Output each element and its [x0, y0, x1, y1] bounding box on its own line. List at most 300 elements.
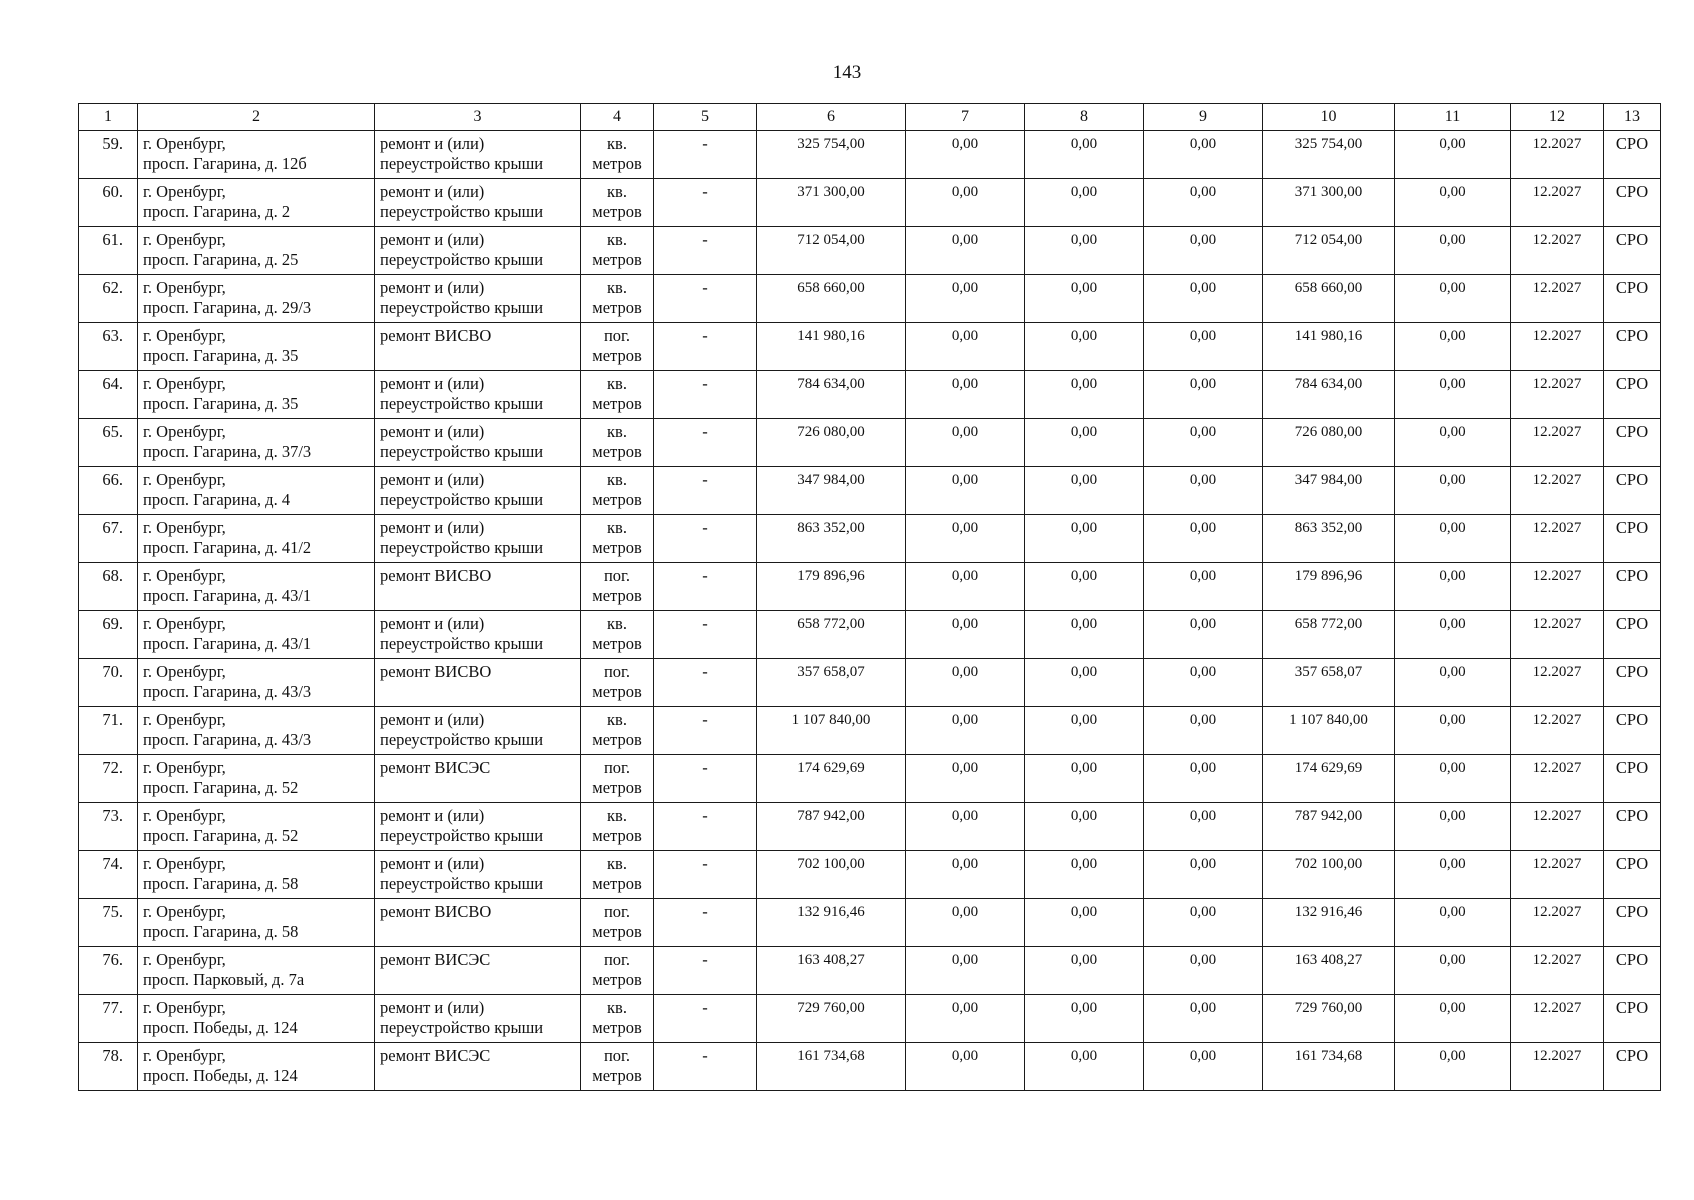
deadline-cell: 12.2027: [1511, 947, 1604, 995]
work-type-line-1: ремонт и (или): [380, 710, 485, 729]
row-number-cell: 64.: [79, 371, 138, 419]
volume-cell: -: [654, 227, 757, 275]
deadline-cell: 12.2027: [1511, 659, 1604, 707]
table-row: [79, 419, 1661, 467]
address-street: просп. Гагарина, д. 58: [143, 922, 299, 941]
fund-cell-11: 0,00: [1395, 419, 1511, 467]
fund-cell-9: 0,00: [1144, 755, 1263, 803]
owner-funds-cell: 787 942,00: [1263, 803, 1395, 851]
fund-cell-9: 0,00: [1144, 179, 1263, 227]
fund-cell-11: 0,00: [1395, 755, 1511, 803]
address-cell: [138, 851, 375, 899]
table-row: [79, 131, 1661, 179]
unit-line-1: пог.: [603, 902, 631, 921]
deadline-cell: 12.2027: [1511, 515, 1604, 563]
total-cost-cell: 371 300,00: [757, 179, 906, 227]
unit-cell: [581, 803, 654, 851]
unit-cell: [581, 995, 654, 1043]
address-street: просп. Гагарина, д. 58: [143, 874, 299, 893]
executor-cell: СРО: [1604, 563, 1661, 611]
unit-cell: [581, 1043, 654, 1091]
work-type-line-1: ремонт и (или): [380, 182, 485, 201]
fund-cell-7: 0,00: [906, 467, 1025, 515]
address-street: просп. Гагарина, д. 35: [143, 394, 299, 413]
fund-cell-11: 0,00: [1395, 467, 1511, 515]
owner-funds-cell: 357 658,07: [1263, 659, 1395, 707]
unit-line-1: пог.: [603, 1046, 631, 1065]
page-number: 143: [832, 62, 862, 83]
unit-line-2: метров: [592, 826, 642, 845]
table-row: [79, 563, 1661, 611]
work-type-line-1: ремонт и (или): [380, 998, 485, 1017]
address-street: просп. Гагарина, д. 4: [143, 490, 291, 509]
column-header-11: 11: [1395, 104, 1511, 131]
address-street: просп. Гагарина, д. 52: [143, 826, 299, 845]
work-type-line-1: ремонт и (или): [380, 230, 485, 249]
fund-cell-11: 0,00: [1395, 371, 1511, 419]
table-row: [79, 707, 1661, 755]
unit-cell: [581, 755, 654, 803]
fund-cell-7: 0,00: [906, 707, 1025, 755]
unit-line-2: метров: [592, 250, 642, 269]
volume-cell: -: [654, 1043, 757, 1091]
executor-cell: СРО: [1604, 131, 1661, 179]
row-number-cell: 73.: [79, 803, 138, 851]
work-type-line-1: ремонт и (или): [380, 278, 485, 297]
deadline-cell: 12.2027: [1511, 467, 1604, 515]
unit-line-2: метров: [592, 490, 642, 509]
total-cost-cell: 712 054,00: [757, 227, 906, 275]
unit-line-1: кв.: [607, 134, 627, 153]
header-row: [79, 104, 1661, 131]
row-number-cell: 75.: [79, 899, 138, 947]
row-number-cell: 72.: [79, 755, 138, 803]
fund-cell-7: 0,00: [906, 755, 1025, 803]
unit-line-1: пог.: [603, 326, 631, 345]
owner-funds-cell: 174 629,69: [1263, 755, 1395, 803]
owner-funds-cell: 141 980,16: [1263, 323, 1395, 371]
fund-cell-11: 0,00: [1395, 563, 1511, 611]
deadline-cell: 12.2027: [1511, 227, 1604, 275]
executor-cell: СРО: [1604, 371, 1661, 419]
work-type-cell: [375, 707, 581, 755]
work-type-cell: [375, 563, 581, 611]
fund-cell-8: 0,00: [1025, 707, 1144, 755]
column-header-13: 13: [1604, 104, 1661, 131]
address-street: просп. Гагарина, д. 12б: [143, 154, 307, 173]
executor-cell: СРО: [1604, 275, 1661, 323]
owner-funds-cell: 179 896,96: [1263, 563, 1395, 611]
executor-cell: СРО: [1604, 659, 1661, 707]
address-street: просп. Гагарина, д. 52: [143, 778, 299, 797]
unit-cell: [581, 947, 654, 995]
address-cell: [138, 323, 375, 371]
address-cell: [138, 611, 375, 659]
unit-line-2: метров: [592, 970, 642, 989]
owner-funds-cell: 863 352,00: [1263, 515, 1395, 563]
unit-line-1: кв.: [607, 422, 627, 441]
address-street: просп. Гагарина, д. 2: [143, 202, 291, 221]
unit-line-2: метров: [592, 394, 642, 413]
total-cost-cell: 729 760,00: [757, 995, 906, 1043]
unit-line-2: метров: [592, 202, 642, 221]
fund-cell-9: 0,00: [1144, 899, 1263, 947]
row-number-cell: 76.: [79, 947, 138, 995]
fund-cell-8: 0,00: [1025, 803, 1144, 851]
fund-cell-8: 0,00: [1025, 995, 1144, 1043]
fund-cell-9: 0,00: [1144, 803, 1263, 851]
work-type-line-2: переустройство крыши: [380, 490, 544, 509]
address-street: просп. Гагарина, д. 35: [143, 346, 299, 365]
address-street: просп. Гагарина, д. 43/1: [143, 586, 312, 605]
unit-line-2: метров: [592, 634, 642, 653]
fund-cell-8: 0,00: [1025, 275, 1144, 323]
volume-cell: -: [654, 611, 757, 659]
executor-cell: СРО: [1604, 947, 1661, 995]
fund-cell-9: 0,00: [1144, 227, 1263, 275]
unit-line-1: кв.: [607, 806, 627, 825]
row-number-cell: 78.: [79, 1043, 138, 1091]
address-city: г. Оренбург,: [143, 614, 226, 633]
work-type-line-2: переустройство крыши: [380, 538, 544, 557]
address-city: г. Оренбург,: [143, 950, 226, 969]
address-street: просп. Гагарина, д. 41/2: [143, 538, 312, 557]
volume-cell: -: [654, 707, 757, 755]
fund-cell-8: 0,00: [1025, 755, 1144, 803]
unit-line-2: метров: [592, 1066, 642, 1085]
total-cost-cell: 658 660,00: [757, 275, 906, 323]
fund-cell-9: 0,00: [1144, 707, 1263, 755]
work-type-cell: [375, 947, 581, 995]
address-city: г. Оренбург,: [143, 710, 226, 729]
work-type-cell: [375, 131, 581, 179]
column-header-2: 2: [138, 104, 375, 131]
fund-cell-11: 0,00: [1395, 899, 1511, 947]
unit-line-1: пог.: [603, 950, 631, 969]
table-row: [79, 227, 1661, 275]
owner-funds-cell: 325 754,00: [1263, 131, 1395, 179]
fund-cell-7: 0,00: [906, 227, 1025, 275]
volume-cell: -: [654, 659, 757, 707]
fund-cell-8: 0,00: [1025, 1043, 1144, 1091]
fund-cell-7: 0,00: [906, 659, 1025, 707]
executor-cell: СРО: [1604, 419, 1661, 467]
address-street: просп. Парковый, д. 7а: [143, 970, 305, 989]
fund-cell-11: 0,00: [1395, 179, 1511, 227]
owner-funds-cell: 712 054,00: [1263, 227, 1395, 275]
address-cell: [138, 515, 375, 563]
volume-cell: -: [654, 275, 757, 323]
fund-cell-11: 0,00: [1395, 611, 1511, 659]
unit-cell: [581, 899, 654, 947]
work-type-line-1: ремонт ВИСЭС: [380, 950, 491, 969]
executor-cell: СРО: [1604, 1043, 1661, 1091]
fund-cell-7: 0,00: [906, 323, 1025, 371]
fund-cell-9: 0,00: [1144, 131, 1263, 179]
fund-cell-11: 0,00: [1395, 275, 1511, 323]
work-type-line-2: переустройство крыши: [380, 874, 544, 893]
deadline-cell: 12.2027: [1511, 611, 1604, 659]
work-type-line-1: ремонт и (или): [380, 470, 485, 489]
unit-line-2: метров: [592, 874, 642, 893]
work-type-cell: [375, 611, 581, 659]
work-type-cell: [375, 755, 581, 803]
row-number-cell: 68.: [79, 563, 138, 611]
deadline-cell: 12.2027: [1511, 179, 1604, 227]
address-street: просп. Гагарина, д. 29/3: [143, 298, 312, 317]
fund-cell-7: 0,00: [906, 899, 1025, 947]
fund-cell-8: 0,00: [1025, 659, 1144, 707]
volume-cell: -: [654, 851, 757, 899]
address-cell: [138, 1043, 375, 1091]
address-city: г. Оренбург,: [143, 662, 226, 681]
owner-funds-cell: 1 107 840,00: [1263, 707, 1395, 755]
unit-line-1: кв.: [607, 470, 627, 489]
address-city: г. Оренбург,: [143, 518, 226, 537]
unit-cell: [581, 611, 654, 659]
deadline-cell: 12.2027: [1511, 899, 1604, 947]
unit-line-2: метров: [592, 682, 642, 701]
address-cell: [138, 899, 375, 947]
fund-cell-8: 0,00: [1025, 515, 1144, 563]
fund-cell-11: 0,00: [1395, 659, 1511, 707]
fund-cell-11: 0,00: [1395, 947, 1511, 995]
total-cost-cell: 161 734,68: [757, 1043, 906, 1091]
deadline-cell: 12.2027: [1511, 995, 1604, 1043]
deadline-cell: 12.2027: [1511, 707, 1604, 755]
address-city: г. Оренбург,: [143, 902, 226, 921]
deadline-cell: 12.2027: [1511, 755, 1604, 803]
work-type-line-2: переустройство крыши: [380, 442, 544, 461]
address-cell: [138, 131, 375, 179]
address-cell: [138, 467, 375, 515]
volume-cell: -: [654, 899, 757, 947]
volume-cell: -: [654, 467, 757, 515]
fund-cell-8: 0,00: [1025, 899, 1144, 947]
fund-cell-9: 0,00: [1144, 371, 1263, 419]
work-type-cell: [375, 179, 581, 227]
deadline-cell: 12.2027: [1511, 851, 1604, 899]
row-number-cell: 74.: [79, 851, 138, 899]
column-header-6: 6: [757, 104, 906, 131]
address-street: просп. Гагарина, д. 43/3: [143, 730, 312, 749]
executor-cell: СРО: [1604, 515, 1661, 563]
table-body: [79, 131, 1661, 1091]
work-type-cell: [375, 659, 581, 707]
work-type-line-1: ремонт ВИСВО: [380, 662, 492, 681]
executor-cell: СРО: [1604, 755, 1661, 803]
total-cost-cell: 357 658,07: [757, 659, 906, 707]
fund-cell-9: 0,00: [1144, 419, 1263, 467]
work-type-cell: [375, 371, 581, 419]
fund-cell-7: 0,00: [906, 563, 1025, 611]
table-row: [79, 803, 1661, 851]
unit-line-2: метров: [592, 778, 642, 797]
column-header-12: 12: [1511, 104, 1604, 131]
row-number-cell: 61.: [79, 227, 138, 275]
column-header-8: 8: [1025, 104, 1144, 131]
work-type-line-2: переустройство крыши: [380, 1018, 544, 1037]
address-cell: [138, 563, 375, 611]
row-number-cell: 77.: [79, 995, 138, 1043]
fund-cell-8: 0,00: [1025, 179, 1144, 227]
deadline-cell: 12.2027: [1511, 803, 1604, 851]
unit-line-1: пог.: [603, 566, 631, 585]
unit-line-1: кв.: [607, 518, 627, 537]
volume-cell: -: [654, 563, 757, 611]
executor-cell: СРО: [1604, 179, 1661, 227]
address-city: г. Оренбург,: [143, 182, 226, 201]
fund-cell-8: 0,00: [1025, 611, 1144, 659]
address-city: г. Оренбург,: [143, 1046, 226, 1065]
total-cost-cell: 325 754,00: [757, 131, 906, 179]
address-cell: [138, 707, 375, 755]
fund-cell-9: 0,00: [1144, 611, 1263, 659]
work-type-line-1: ремонт и (или): [380, 518, 485, 537]
work-type-line-1: ремонт ВИСЭС: [380, 758, 491, 777]
owner-funds-cell: 132 916,46: [1263, 899, 1395, 947]
fund-cell-7: 0,00: [906, 803, 1025, 851]
table-row: [79, 371, 1661, 419]
fund-cell-8: 0,00: [1025, 371, 1144, 419]
fund-cell-9: 0,00: [1144, 467, 1263, 515]
work-type-cell: [375, 275, 581, 323]
owner-funds-cell: 702 100,00: [1263, 851, 1395, 899]
address-street: просп. Гагарина, д. 25: [143, 250, 299, 269]
table-row: [79, 851, 1661, 899]
column-header-4: 4: [581, 104, 654, 131]
work-type-line-1: ремонт и (или): [380, 806, 485, 825]
unit-line-1: кв.: [607, 710, 627, 729]
address-city: г. Оренбург,: [143, 758, 226, 777]
fund-cell-11: 0,00: [1395, 1043, 1511, 1091]
address-cell: [138, 755, 375, 803]
row-number-cell: 71.: [79, 707, 138, 755]
row-number-cell: 59.: [79, 131, 138, 179]
unit-line-1: кв.: [607, 230, 627, 249]
fund-cell-8: 0,00: [1025, 947, 1144, 995]
deadline-cell: 12.2027: [1511, 371, 1604, 419]
address-city: г. Оренбург,: [143, 566, 226, 585]
unit-cell: [581, 515, 654, 563]
deadline-cell: 12.2027: [1511, 1043, 1604, 1091]
address-city: г. Оренбург,: [143, 326, 226, 345]
fund-cell-7: 0,00: [906, 851, 1025, 899]
total-cost-cell: 863 352,00: [757, 515, 906, 563]
work-type-cell: [375, 803, 581, 851]
deadline-cell: 12.2027: [1511, 419, 1604, 467]
row-number-cell: 63.: [79, 323, 138, 371]
total-cost-cell: 347 984,00: [757, 467, 906, 515]
total-cost-cell: 163 408,27: [757, 947, 906, 995]
work-type-cell: [375, 323, 581, 371]
deadline-cell: 12.2027: [1511, 563, 1604, 611]
owner-funds-cell: 347 984,00: [1263, 467, 1395, 515]
work-type-line-1: ремонт и (или): [380, 374, 485, 393]
unit-cell: [581, 659, 654, 707]
address-city: г. Оренбург,: [143, 470, 226, 489]
executor-cell: СРО: [1604, 803, 1661, 851]
executor-cell: СРО: [1604, 467, 1661, 515]
row-number-cell: 65.: [79, 419, 138, 467]
owner-funds-cell: 163 408,27: [1263, 947, 1395, 995]
work-type-line-1: ремонт ВИСЭС: [380, 1046, 491, 1065]
table-row: [79, 755, 1661, 803]
unit-cell: [581, 323, 654, 371]
fund-cell-11: 0,00: [1395, 515, 1511, 563]
total-cost-cell: 726 080,00: [757, 419, 906, 467]
column-header-5: 5: [654, 104, 757, 131]
fund-cell-9: 0,00: [1144, 515, 1263, 563]
work-type-line-2: переустройство крыши: [380, 730, 544, 749]
volume-cell: -: [654, 515, 757, 563]
work-type-line-1: ремонт ВИСВО: [380, 566, 492, 585]
address-city: г. Оренбург,: [143, 998, 226, 1017]
fund-cell-7: 0,00: [906, 371, 1025, 419]
address-cell: [138, 803, 375, 851]
total-cost-cell: 1 107 840,00: [757, 707, 906, 755]
unit-cell: [581, 131, 654, 179]
total-cost-cell: 132 916,46: [757, 899, 906, 947]
unit-cell: [581, 851, 654, 899]
unit-line-2: метров: [592, 730, 642, 749]
unit-line-1: пог.: [603, 662, 631, 681]
work-type-cell: [375, 227, 581, 275]
work-type-line-2: переустройство крыши: [380, 634, 544, 653]
row-number-cell: 66.: [79, 467, 138, 515]
unit-line-2: метров: [592, 442, 642, 461]
fund-cell-8: 0,00: [1025, 851, 1144, 899]
fund-cell-9: 0,00: [1144, 995, 1263, 1043]
fund-cell-7: 0,00: [906, 419, 1025, 467]
address-city: г. Оренбург,: [143, 806, 226, 825]
fund-cell-7: 0,00: [906, 995, 1025, 1043]
fund-cell-7: 0,00: [906, 179, 1025, 227]
fund-cell-7: 0,00: [906, 275, 1025, 323]
owner-funds-cell: 371 300,00: [1263, 179, 1395, 227]
volume-cell: -: [654, 419, 757, 467]
table-row: [79, 995, 1661, 1043]
fund-cell-11: 0,00: [1395, 227, 1511, 275]
unit-line-2: метров: [592, 1018, 642, 1037]
address-city: г. Оренбург,: [143, 134, 226, 153]
work-type-cell: [375, 851, 581, 899]
row-number-cell: 60.: [79, 179, 138, 227]
address-cell: [138, 947, 375, 995]
address-cell: [138, 419, 375, 467]
work-type-cell: [375, 1043, 581, 1091]
work-type-line-1: ремонт ВИСВО: [380, 326, 492, 345]
unit-line-1: кв.: [607, 374, 627, 393]
owner-funds-cell: 658 660,00: [1263, 275, 1395, 323]
deadline-cell: 12.2027: [1511, 131, 1604, 179]
address-street: просп. Гагарина, д. 43/3: [143, 682, 312, 701]
column-header-10: 10: [1263, 104, 1395, 131]
unit-cell: [581, 275, 654, 323]
work-type-line-2: переустройство крыши: [380, 298, 544, 317]
row-number-cell: 69.: [79, 611, 138, 659]
deadline-cell: 12.2027: [1511, 275, 1604, 323]
address-cell: [138, 227, 375, 275]
row-number-cell: 67.: [79, 515, 138, 563]
fund-cell-9: 0,00: [1144, 947, 1263, 995]
address-street: просп. Победы, д. 124: [143, 1066, 298, 1085]
unit-cell: [581, 563, 654, 611]
fund-cell-11: 0,00: [1395, 707, 1511, 755]
column-header-3: 3: [375, 104, 581, 131]
table-row: [79, 467, 1661, 515]
work-type-line-1: ремонт и (или): [380, 134, 485, 153]
